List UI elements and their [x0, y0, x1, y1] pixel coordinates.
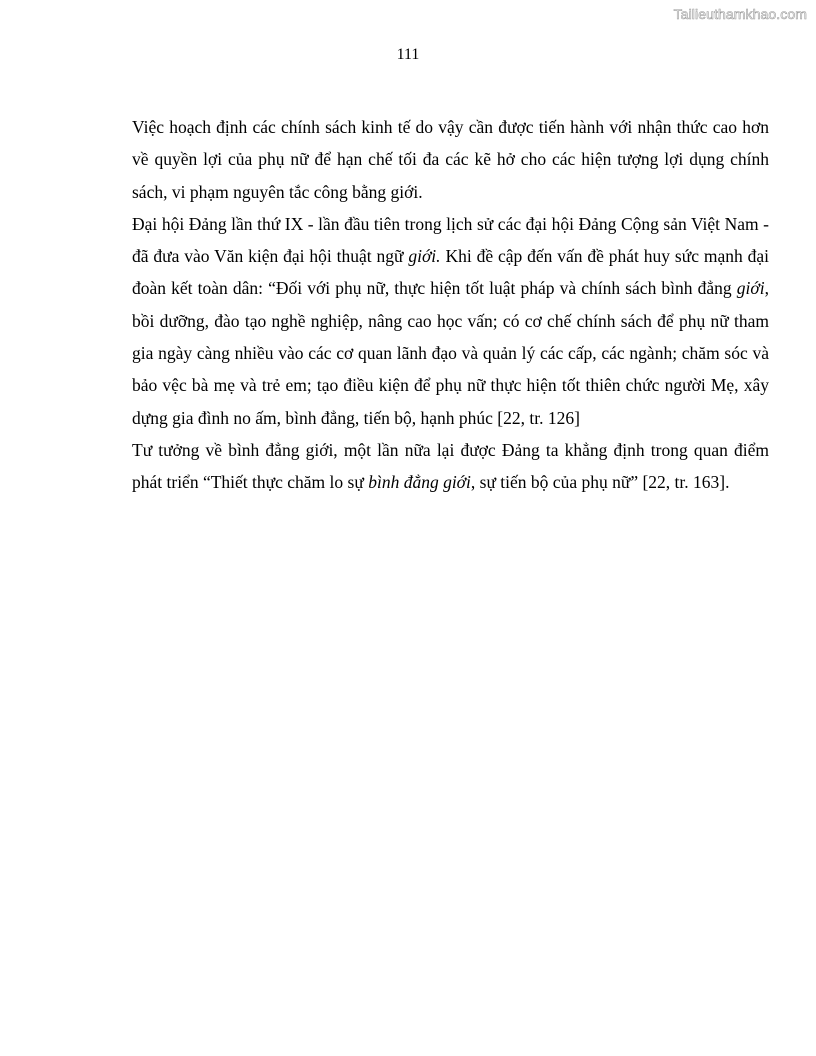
paragraph-text: Việc hoạch định các chính sách kinh tế do vậy cần được tiến hành với nhận thức cao hơn về quyền lợi của phụ nữ để hạn chế tối đa các kẽ hở cho các hiện tượng lợi dụng chính sách, vi phạm nguyên tắc công bằng giới. — [132, 117, 769, 202]
paragraph-text-part: , bồi dưỡng, đào tạo nghề nghiệp, nâng cao học vấn; có cơ chế chính sách để phụ nữ tham gia ngày càng nhiều vào các cơ quan lãnh đạo và quản lý các cấp, các ngành; chăm sóc và bảo vệc bà mẹ và trẻ em; tạo điều kiện để phụ nữ thực hiện tốt thiên chức người Mẹ, xây dựng gia đình no ấm, bình đẳng, tiến bộ, hạnh phúc [22, tr. 126] — [132, 278, 769, 428]
watermark-logo: Tailieuthamkhao.com — [673, 6, 807, 22]
paragraph-text-part: Tư tưởng về bình đẳng giới, một lần nữa lại được Đảng ta khẳng định trong quan điểm phát triển “Thiết thực chăm lo sự — [132, 439, 769, 493]
italic-term: giới. — [408, 246, 441, 267]
paragraph-text-part: Khi đề cập đến vấn đề phát huy sức mạnh đại đoàn kết toàn dân: “Đối với phụ nữ, thực hiện tốt luật pháp và chính sách bình đẳng — [132, 246, 769, 299]
page-number: 111 — [396, 46, 420, 63]
paragraph-economic-policy — [132, 111, 769, 208]
italic-term: bình đẳng giới — [368, 472, 471, 493]
document-body — [132, 111, 769, 499]
paragraph-text-part: Đại hội Đảng lần thứ IX - lần đầu tiên trong lịch sử các đại hội Đảng Cộng sản Việt Nam - đã đưa vào Văn kiện đại hội thuật ngữ — [132, 213, 769, 267]
italic-term: giới — [736, 278, 765, 299]
paragraph-party-congress — [132, 208, 769, 434]
paragraph-gender-equality — [132, 434, 769, 499]
paragraph-text-part: , sự tiến bộ của phụ nữ” [22, tr. 163]. — [470, 472, 730, 493]
